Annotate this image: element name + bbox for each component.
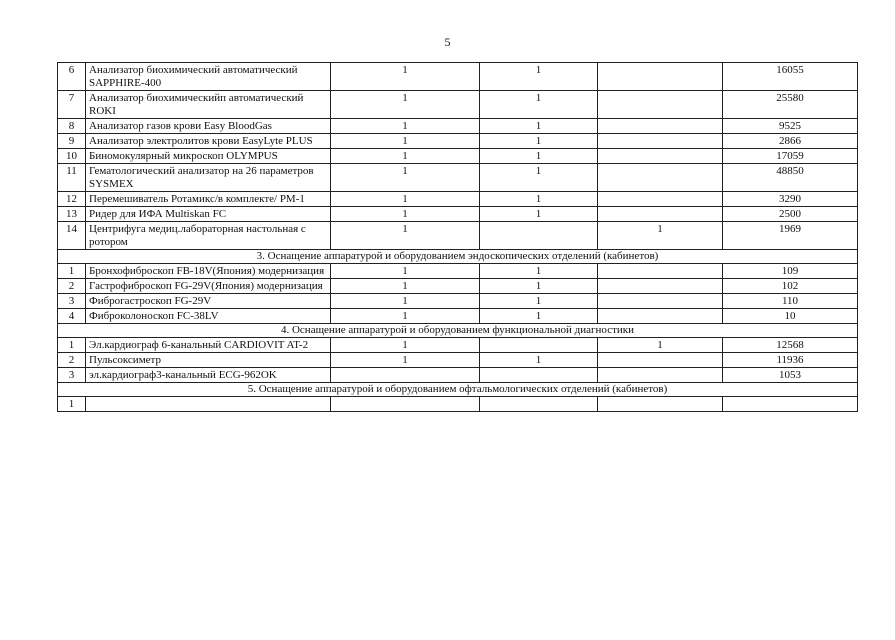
quantity-cell: 1 xyxy=(331,309,480,324)
quantity-cell: 1 xyxy=(480,294,598,309)
equipment-name xyxy=(86,397,331,412)
row-number: 3 xyxy=(58,294,86,309)
quantity-cell: 1 xyxy=(480,192,598,207)
table-row xyxy=(58,91,858,119)
quantity-cell xyxy=(598,119,723,134)
quantity-cell xyxy=(480,397,598,412)
equipment-name: Бронхофиброскоп FB-18V(Япония) модернизация xyxy=(86,264,331,279)
equipment-name: Анализатор биохимическийп автоматический ROKI xyxy=(86,91,331,119)
quantity-cell: 1 xyxy=(480,119,598,134)
quantity-cell xyxy=(598,279,723,294)
quantity-cell: 1 xyxy=(331,264,480,279)
table-row xyxy=(58,119,858,134)
quantity-cell xyxy=(598,63,723,91)
table-body xyxy=(58,63,858,412)
row-number: 13 xyxy=(58,207,86,222)
row-number: 2 xyxy=(58,353,86,368)
price-cell: 25580 xyxy=(723,91,858,119)
section-header-row xyxy=(58,250,858,264)
row-number: 10 xyxy=(58,149,86,164)
table-row xyxy=(58,134,858,149)
equipment-name: Биномокулярный микроскоп OLYMPUS xyxy=(86,149,331,164)
quantity-cell xyxy=(598,368,723,383)
quantity-cell: 1 xyxy=(331,134,480,149)
price-cell: 10 xyxy=(723,309,858,324)
price-cell: 48850 xyxy=(723,164,858,192)
table-row xyxy=(58,294,858,309)
equipment-name: Анализатор электролитов крови EasyLyte PLUS xyxy=(86,134,331,149)
page-number: 5 xyxy=(444,35,451,49)
equipment-name: Центрифуга медиц.лабораторная настольная с ротором xyxy=(86,222,331,250)
quantity-cell xyxy=(480,368,598,383)
section-header-row xyxy=(58,324,858,338)
row-number: 9 xyxy=(58,134,86,149)
table-row xyxy=(58,397,858,412)
table-row xyxy=(58,63,858,91)
quantity-cell xyxy=(598,294,723,309)
row-number: 1 xyxy=(58,397,86,412)
quantity-cell xyxy=(331,397,480,412)
equipment-name: Фиброгастроскоп FG-29V xyxy=(86,294,331,309)
price-cell: 3290 xyxy=(723,192,858,207)
equipment-table xyxy=(57,62,858,412)
quantity-cell: 1 xyxy=(331,91,480,119)
price-cell xyxy=(723,397,858,412)
quantity-cell: 1 xyxy=(480,164,598,192)
equipment-name: Пульсоксиметр xyxy=(86,353,331,368)
table-row xyxy=(58,207,858,222)
equipment-name: Перемешиватель Ротамикс/в комплекте/ РМ-1 xyxy=(86,192,331,207)
row-number: 2 xyxy=(58,279,86,294)
price-cell: 17059 xyxy=(723,149,858,164)
equipment-name: Гематологический анализатор на 26 параметров SYSMEX xyxy=(86,164,331,192)
row-number: 4 xyxy=(58,309,86,324)
row-number: 12 xyxy=(58,192,86,207)
table-row xyxy=(58,222,858,250)
quantity-cell: 1 xyxy=(331,207,480,222)
table-row xyxy=(58,164,858,192)
quantity-cell xyxy=(480,338,598,353)
row-number: 14 xyxy=(58,222,86,250)
quantity-cell: 1 xyxy=(331,149,480,164)
quantity-cell: 1 xyxy=(598,222,723,250)
price-cell: 16055 xyxy=(723,63,858,91)
price-cell: 110 xyxy=(723,294,858,309)
quantity-cell xyxy=(598,134,723,149)
quantity-cell: 1 xyxy=(331,164,480,192)
equipment-name: Анализатор биохимический автоматический SAPPHIRE-400 xyxy=(86,63,331,91)
price-cell: 12568 xyxy=(723,338,858,353)
section-title: 5. Оснащение аппаратурой и оборудованием офтальмологических отделений (кабинетов) xyxy=(58,383,858,397)
table-row xyxy=(58,149,858,164)
quantity-cell: 1 xyxy=(331,338,480,353)
quantity-cell: 1 xyxy=(480,91,598,119)
quantity-cell: 1 xyxy=(480,149,598,164)
price-cell: 1053 xyxy=(723,368,858,383)
table-row xyxy=(58,192,858,207)
table-row xyxy=(58,279,858,294)
quantity-cell: 1 xyxy=(480,63,598,91)
quantity-cell: 1 xyxy=(331,119,480,134)
quantity-cell xyxy=(598,91,723,119)
table-row xyxy=(58,368,858,383)
quantity-cell: 1 xyxy=(480,264,598,279)
row-number: 8 xyxy=(58,119,86,134)
quantity-cell: 1 xyxy=(331,353,480,368)
quantity-cell: 1 xyxy=(331,63,480,91)
quantity-cell: 1 xyxy=(598,338,723,353)
equipment-name: эл.кардиограф3-канальный ECG-962OK xyxy=(86,368,331,383)
quantity-cell: 1 xyxy=(331,279,480,294)
equipment-name: Фиброколоноскоп FC-38LV xyxy=(86,309,331,324)
quantity-cell: 1 xyxy=(480,207,598,222)
quantity-cell xyxy=(598,149,723,164)
quantity-cell: 1 xyxy=(331,192,480,207)
price-cell: 109 xyxy=(723,264,858,279)
section-title: 3. Оснащение аппаратурой и оборудованием эндоскопических отделений (кабинетов) xyxy=(58,250,858,264)
quantity-cell xyxy=(480,222,598,250)
quantity-cell xyxy=(598,207,723,222)
table-row xyxy=(58,338,858,353)
quantity-cell xyxy=(598,264,723,279)
row-number: 7 xyxy=(58,91,86,119)
quantity-cell: 1 xyxy=(331,294,480,309)
quantity-cell: 1 xyxy=(480,309,598,324)
equipment-name: Эл.кардиограф 6-канальный CARDIOVIT AT-2 xyxy=(86,338,331,353)
quantity-cell xyxy=(598,192,723,207)
table-row xyxy=(58,353,858,368)
section-header-row xyxy=(58,383,858,397)
price-cell: 2866 xyxy=(723,134,858,149)
table-row xyxy=(58,309,858,324)
table-row xyxy=(58,264,858,279)
quantity-cell: 1 xyxy=(331,222,480,250)
quantity-cell xyxy=(331,368,480,383)
row-number: 1 xyxy=(58,338,86,353)
equipment-name: Гастрофиброскоп FG-29V(Япония) модернизация xyxy=(86,279,331,294)
row-number: 6 xyxy=(58,63,86,91)
quantity-cell: 1 xyxy=(480,279,598,294)
quantity-cell: 1 xyxy=(480,134,598,149)
row-number: 3 xyxy=(58,368,86,383)
price-cell: 102 xyxy=(723,279,858,294)
quantity-cell xyxy=(598,353,723,368)
quantity-cell xyxy=(598,164,723,192)
row-number: 1 xyxy=(58,264,86,279)
price-cell: 1969 xyxy=(723,222,858,250)
row-number: 11 xyxy=(58,164,86,192)
equipment-name: Ридер для ИФА Multiskan FC xyxy=(86,207,331,222)
quantity-cell xyxy=(598,309,723,324)
quantity-cell: 1 xyxy=(480,353,598,368)
quantity-cell xyxy=(598,397,723,412)
section-title: 4. Оснащение аппаратурой и оборудованием функциональной диагностики xyxy=(58,324,858,338)
price-cell: 9525 xyxy=(723,119,858,134)
price-cell: 2500 xyxy=(723,207,858,222)
equipment-name: Анализатор газов крови Easy BloodGas xyxy=(86,119,331,134)
price-cell: 11936 xyxy=(723,353,858,368)
